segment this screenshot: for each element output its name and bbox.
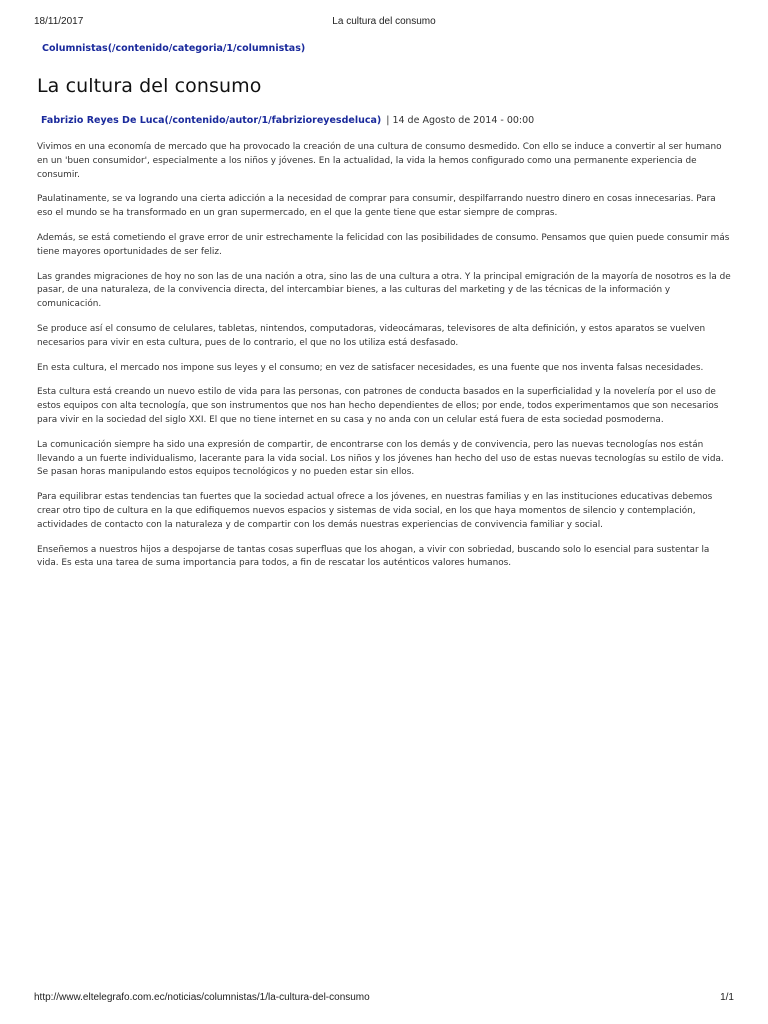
print-url: http://www.eltelegrafo.com.ec/noticias/columnistas/1/la-cultura-del-consumo — [34, 992, 370, 1003]
article-paragraph: Las grandes migraciones de hoy no son las de una nación a otra, sino las de una cultura a otra. Y la principal emigración de la mayoría de nosotros es la de pasar, de una naturaleza, de la convivencia directa, del intercambiar bienes, a las culturas del marketing y de las técnicas de la información y comunicación. — [37, 271, 731, 310]
article-paragraph: Se produce así el consumo de celulares, tabletas, nintendos, computadoras, videocámaras, televisores de alta definición, y estos aparatos se vuelven necesarios para vivir en esta cultura, pues de lo contrario, el que no los utiliza está desfasado. — [37, 323, 706, 348]
article-paragraph: Vivimos en una economía de mercado que ha provocado la creación de una cultura de consumo desmedido. Con ello se induce a convertir al ser humano en un 'buen consumidor', especialmente a los niños y jóvenes. En la actualidad, la vida la hemos configurado como una permanente experiencia de consumir. — [37, 142, 722, 180]
article-paragraph: La comunicación siempre ha sido una expresión de compartir, de encontrarse con los demás y de convivencia, pero las nuevas tecnologías nos están llevando a un fuerte individualismo, lacerante para la vida social. Los niños y los jóvenes han hecho del uso de estas nuevas tecnologías su estilo de vida. Se pasan horas manipulando estos equipos tecnológicos y no pueden estar sin ellos. — [37, 439, 724, 478]
article-paragraph: Enseñemos a nuestros hijos a despojarse de tantas cosas superfluas que los ahogan, a vivir con sobriedad, buscando solo lo esencial para sustentar la vida. Es esta una tarea de suma importancia para todos, a fin de rescatar los auténticos valores humanos. — [37, 544, 710, 569]
print-date: 18/11/2017 — [34, 16, 84, 27]
category-link[interactable]: Columnistas(/contenido/categoria/1/columnistas) — [42, 43, 306, 54]
article-paragraph: Paulatinamente, se va logrando una cierta adicción a la necesidad de comprar para consumir, despilfarrando nuestro dinero en cosas innecesarias. Para eso el mundo se ha transformado en un gran supermercado, en el que la gente tiene que estar siempre de compras. — [37, 194, 716, 219]
byline-separator: | — [386, 115, 390, 126]
byline — [37, 115, 733, 126]
article-paragraph: Esta cultura está creando un nuevo estilo de vida para las personas, con patrones de conducta basados en la superficialidad y la novelería por el uso de estos equipos con alta tecnología, que son instrumentos que nos han hecho dependientes de ellos; por ende, todos experimentamos que son necesarios para vivir en la sociedad del siglo XXI. El que no tiene internet en su casa y no anda con un celular está fuera de esta sociedad posmoderna. — [37, 387, 719, 425]
article-paragraph: Para equilibrar estas tendencias tan fuertes que la sociedad actual ofrece a los jóvenes, en nuestras familias y en las instituciones educativas debemos crear otro tipo de cultura en la que edifiquemos nuevos espacios y sistemas de vida social, en los que haya momentos de silencio y contemplación, actividades de contacto con la naturaleza y de compartir con los demás nuestras experiencias de convivencia familiar y social. — [37, 492, 713, 530]
article-body — [37, 141, 733, 571]
author-link[interactable]: Fabrizio Reyes De Luca(/contenido/autor/1/fabrizioreyesdeluca) — [41, 115, 382, 126]
publish-date: 14 de Agosto de 2014 - 00:00 — [392, 115, 535, 126]
page-number: 1/1 — [720, 992, 734, 1003]
print-footer — [34, 992, 734, 1006]
article-paragraph: Además, se está cometiendo el grave error de unir estrechamente la felicidad con las posibilidades de consumo. Pensamos que quien puede consumir más tiene mayores oportunidades de ser feliz. — [37, 232, 730, 257]
article-headline: La cultura del consumo — [37, 75, 262, 97]
article-paragraph: En esta cultura, el mercado nos impone sus leyes y el consumo; en vez de satisfacer necesidades, es una fuente que nos inventa falsas necesidades. — [37, 362, 704, 373]
print-header — [34, 16, 734, 30]
article — [37, 36, 733, 582]
print-title: La cultura del consumo — [332, 16, 436, 27]
